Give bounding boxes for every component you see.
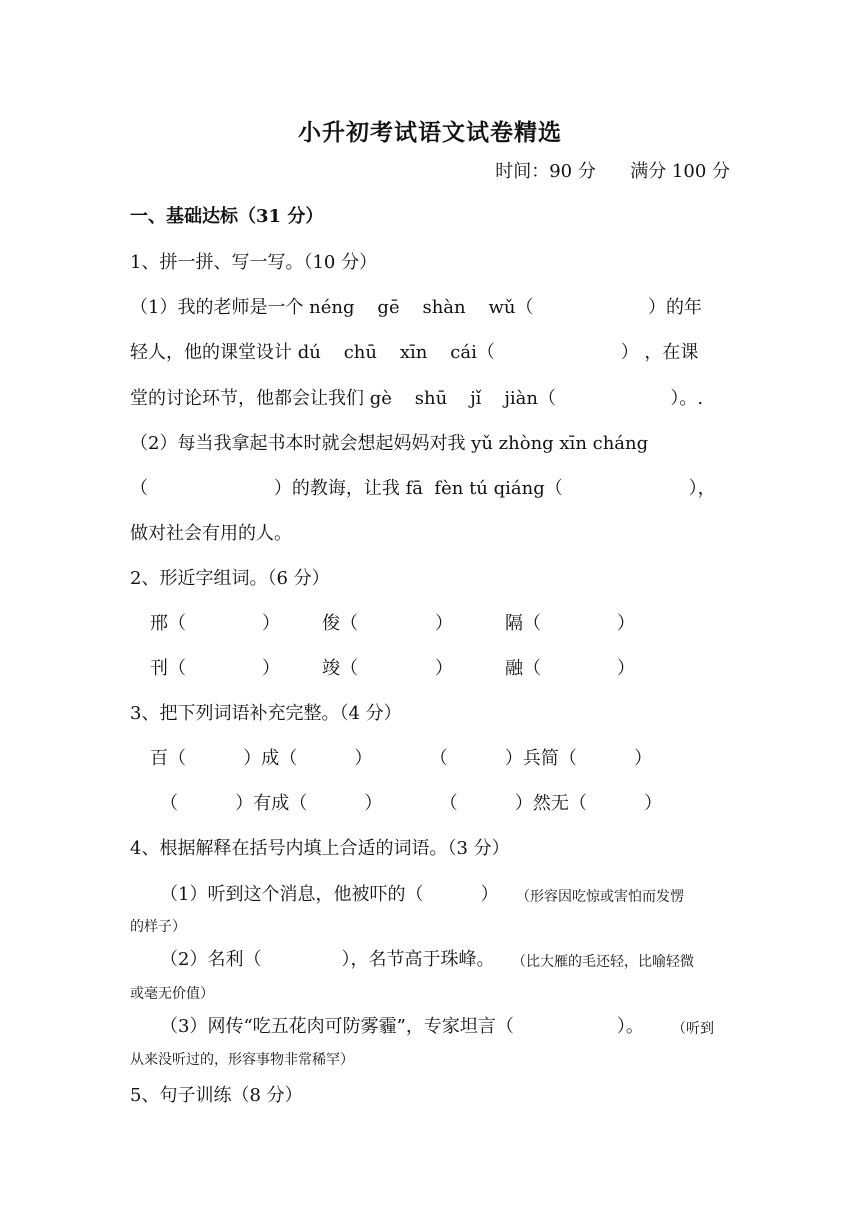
question-1-line-2: 轻人，他的课堂设计 dú chū xīn cái（ ） ，在课 <box>130 342 699 363</box>
question-2-label: 2、形近字组词。（6 分） <box>130 568 330 589</box>
q2-r2-c2-start: 竣（ <box>322 658 358 679</box>
question-1-line-5: （ ）的教诲，让我 fā fèn tú qiáng（ ）， <box>130 478 716 499</box>
q2-r1-c3-end: ） <box>617 613 635 634</box>
question-1-line-3: 堂的讨论环节，他都会让我们 gè shū jǐ jiàn（ ）。. <box>130 388 704 409</box>
q2-r2-c1-start: 刊（ <box>150 658 186 679</box>
q4-hint-3-cont: 从来没听过的，形容事物非常稀罕） <box>130 1052 354 1068</box>
q4-hint-1: （形容因吃惊或害怕而发愣 <box>516 889 684 905</box>
q2-r1-c3-start: 隔（ <box>505 613 541 634</box>
exam-meta: 时间：90 分 满分 100 分 <box>495 161 730 182</box>
q2-r2-c3-start: 融（ <box>505 658 541 679</box>
q4-sentence-3: （3）网传“吃五花肉可防雾霾”，专家坦言（ ）。 <box>160 1016 644 1037</box>
q2-r2-c2-end: ） <box>435 658 453 679</box>
q2-r1-c1-start: 邢（ <box>150 613 186 634</box>
question-3-row-1: 百（ ）成（ ） （ ）兵简（ ） <box>150 748 653 769</box>
q4-hint-2: （比大雁的毛还轻，比喻轻微 <box>512 954 694 970</box>
question-5-label: 5、句子训练（8 分） <box>130 1085 303 1106</box>
question-1-line-4: （2）每当我拿起书本时就会想起妈妈对我 yǔ zhòng xīn cháng <box>130 433 649 454</box>
section-heading: 一、基础达标（31 分） <box>130 206 324 227</box>
q4-hint-3: （听到 <box>672 1021 714 1037</box>
q4-hint-2-cont: 或毫无价值） <box>130 986 214 1002</box>
q2-r1-c2-end: ） <box>435 613 453 634</box>
question-3-row-2: （ ）有成（ ） （ ）然无（ ） <box>160 793 663 814</box>
q2-r1-c1-end: ） <box>262 613 280 634</box>
q2-r1-c2-start: 俊（ <box>322 613 358 634</box>
question-3-label: 3、把下列词语补充完整。（4 分） <box>130 703 402 724</box>
q2-r2-c3-end: ） <box>617 658 635 679</box>
q4-sentence-2: （2）名利（ ），名节高于珠峰。 <box>160 949 495 970</box>
q4-hint-1-cont: 的样子） <box>130 919 186 935</box>
question-1-label: 1、拼一拼、写一写。（10 分） <box>130 252 378 273</box>
q4-sentence-1: （1）听到这个消息，他被吓的（ ） <box>160 884 499 905</box>
q2-r2-c1-end: ） <box>262 658 280 679</box>
question-1-line-6: 做对社会有用的人。 <box>130 523 292 544</box>
question-1-line-1: （1）我的老师是一个 néng gē shàn wǔ（ ）的年 <box>130 297 702 318</box>
question-4-label: 4、根据解释在括号内填上合适的词语。（3 分） <box>130 838 510 859</box>
exam-title: 小升初考试语文试卷精选 <box>298 119 562 146</box>
